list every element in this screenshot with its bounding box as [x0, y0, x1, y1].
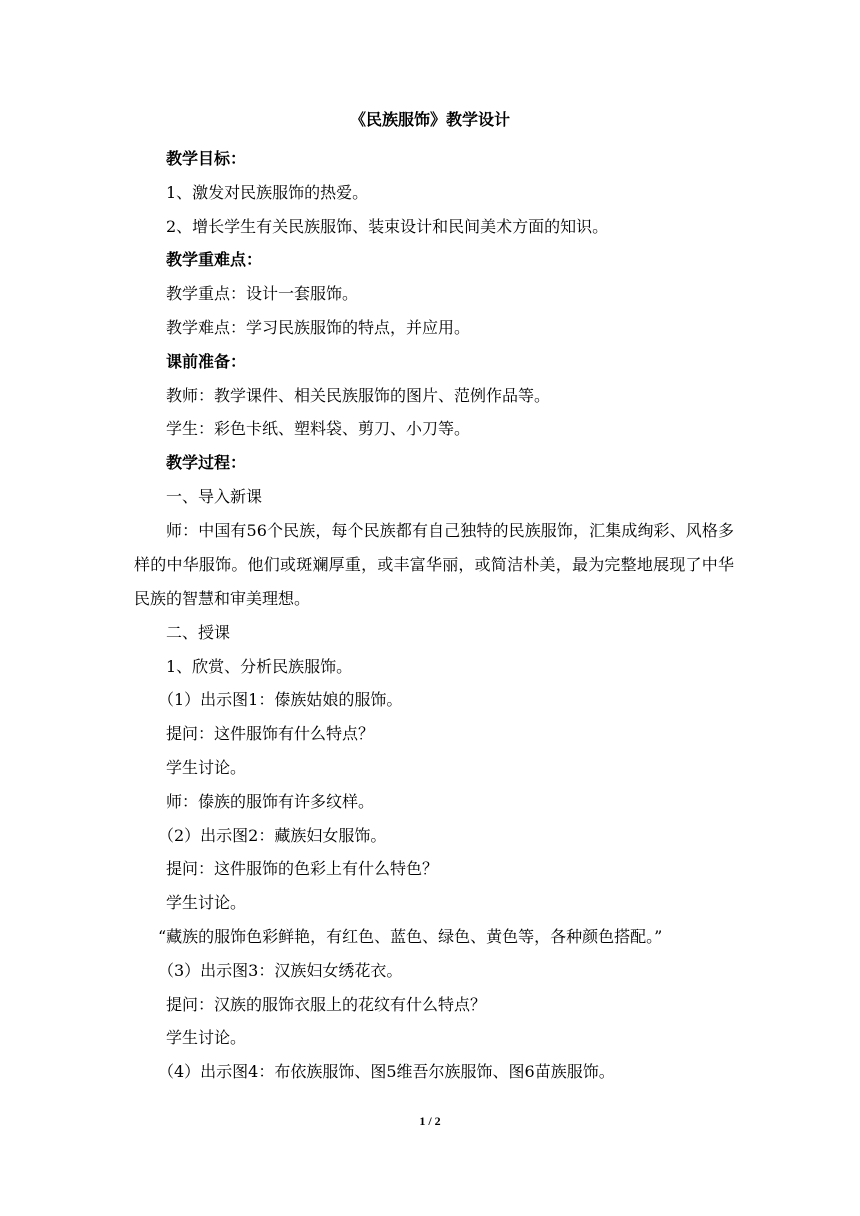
- figure-item: （1）出示图1：傣族姑娘的服饰。: [158, 690, 403, 710]
- discussion-item: 学生讨论。: [166, 1028, 247, 1048]
- discussion-item: 学生讨论。: [166, 893, 247, 913]
- process-heading: 教学过程：: [166, 453, 247, 473]
- answer-item: 师：傣族的服饰有许多纹样。: [166, 791, 375, 811]
- document-title: 《民族服饰》教学设计: [349, 110, 510, 129]
- goal-item: 1、激发对民族服饰的热爱。: [166, 182, 369, 202]
- preparation-teacher: 教师：教学课件、相关民族服饰的图片、范例作品等。: [166, 385, 551, 405]
- document-body: [134, 142, 734, 1089]
- preparation-student: 学生：彩色卡纸、塑料袋、剪刀、小刀等。: [166, 419, 471, 439]
- step-item: 1、欣赏、分析民族服饰。: [166, 656, 353, 676]
- figure-item: （2）出示图2：藏族妇女服饰。: [158, 825, 387, 845]
- question-item: 提问：汉族的服饰衣服上的花纹有什么特点？: [166, 994, 487, 1014]
- page-number: 1 / 2: [419, 1114, 441, 1128]
- preparation-heading: 课前准备：: [166, 351, 247, 371]
- section-heading: 二、授课: [166, 622, 231, 642]
- question-item: 提问：这件服饰有什么特点？: [166, 724, 375, 744]
- difficult-point: 教学难点：学习民族服饰的特点，并应用。: [166, 317, 471, 337]
- discussion-item: 学生讨论。: [166, 757, 247, 777]
- goal-item: 2、增长学生有关民族服饰、装束设计和民间美术方面的知识。: [166, 216, 609, 236]
- answer-item: “藏族的服饰色彩鲜艳，有红色、蓝色、绿色、黄色等，各种颜色搭配。”: [158, 926, 663, 946]
- figure-item: （4）出示图4：布依族服饰、图5维吾尔族服饰、图6苗族服饰。: [158, 1062, 615, 1082]
- question-item: 提问：这件服饰的色彩上有什么特色？: [166, 859, 439, 879]
- goals-heading: 教学目标：: [166, 149, 247, 168]
- section-heading: 一、导入新课: [166, 486, 263, 506]
- intro-paragraph: 师：中国有56个民族，每个民族都有自己独特的民族服饰，汇集成绚彩、风格多样的中华服饰。他们或斑斓厚重，或丰富华丽，或简洁朴美，最为完整地展现了中华民族的智慧和审美理想。: [134, 520, 734, 608]
- figure-item: （3）出示图3：汉族妇女绣花衣。: [158, 960, 403, 980]
- key-points-heading: 教学重难点：: [166, 250, 263, 270]
- key-point: 教学重点：设计一套服饰。: [166, 284, 359, 304]
